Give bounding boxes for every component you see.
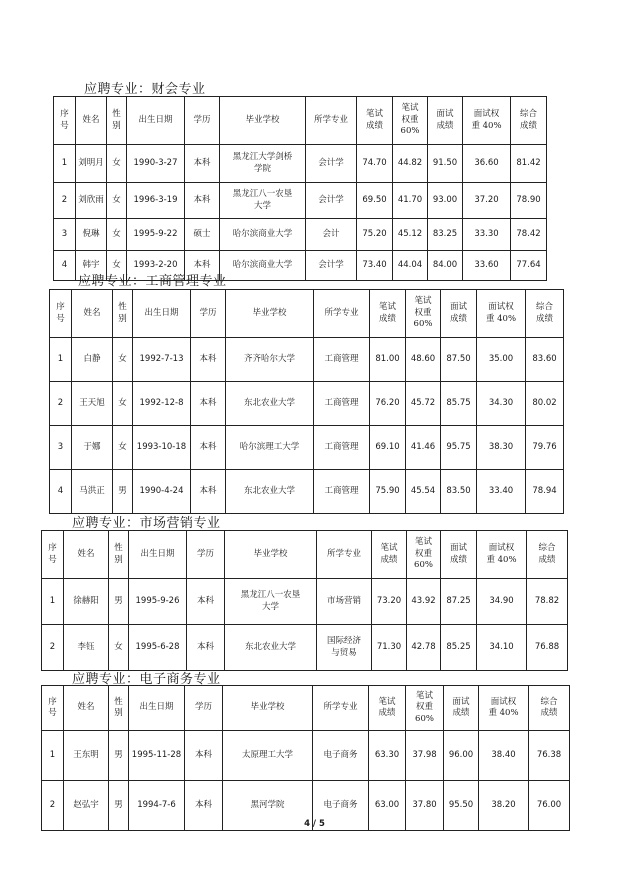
cell-total-score: 77.64 [511,251,547,281]
column-header-total-score: 综合 成绩 [529,686,570,731]
table-row [50,470,564,514]
cell-name: 于娜 [72,426,113,470]
cell-major: 工商管理 [314,470,370,514]
column-header-interview-score: 面试 成绩 [428,97,463,145]
cell-interview-weighted: 36.60 [463,145,511,183]
cell-written-weighted: 45.12 [393,219,428,251]
cell-written-weighted: 48.60 [406,338,441,382]
cell-interview-weighted: 35.00 [477,338,526,382]
cell-interview-weighted: 34.30 [477,382,526,426]
cell-written-weighted: 37.98 [406,731,444,781]
column-header-gender: 性 别 [109,686,129,731]
column-header-gender: 性 别 [109,531,129,579]
cell-interview-score: 84.00 [428,251,463,281]
cell-total-score: 80.02 [526,382,564,426]
cell-major: 工商管理 [314,426,370,470]
cell-written-weighted: 43.92 [407,579,441,625]
cell-gender: 男 [109,579,129,625]
cell-name: 白静 [72,338,113,382]
cell-written-weighted: 41.70 [393,183,428,219]
cell-written-weighted: 45.72 [406,382,441,426]
cell-interview-weighted: 34.10 [477,625,527,671]
cell-birth-date: 1992-7-13 [133,338,191,382]
cell-school: 东北农业大学 [226,470,314,514]
column-header-major: 所学专业 [313,686,369,731]
cell-name: 韩宇 [76,251,107,281]
cell-total-score: 78.94 [526,470,564,514]
cell-birth-date: 1990-4-24 [133,470,191,514]
cell-birth-date: 1996-3-19 [127,183,185,219]
cell-interview-weighted: 33.60 [463,251,511,281]
column-header-name: 姓名 [76,97,107,145]
cell-degree: 本科 [191,470,226,514]
cell-interview-weighted: 33.30 [463,219,511,251]
cell-written-score: 69.10 [370,426,406,470]
cell-interview-score: 91.50 [428,145,463,183]
section-title: 应聘专业：电子商务专业 [72,672,221,687]
header-row [54,97,547,145]
cell-birth-date: 1995-9-26 [129,579,187,625]
cell-no: 2 [50,382,72,426]
cell-interview-weighted: 38.30 [477,426,526,470]
cell-degree: 硕士 [185,219,220,251]
cell-degree: 本科 [187,625,225,671]
table-row [54,219,547,251]
cell-no: 1 [50,338,72,382]
cell-total-score: 79.76 [526,426,564,470]
cell-birth-date: 1994-7-6 [129,781,185,831]
cell-major: 市场营销 [317,579,372,625]
cell-no: 4 [50,470,72,514]
column-header-written-score: 笔试 成绩 [357,97,393,145]
cell-no: 4 [54,251,76,281]
column-header-school: 毕业学校 [223,686,313,731]
table-row [50,382,564,426]
cell-school: 太原理工大学 [223,731,313,781]
column-header-birth-date: 出生日期 [133,290,191,338]
cell-written-weighted: 44.82 [393,145,428,183]
cell-no: 1 [42,579,64,625]
column-header-birth-date: 出生日期 [127,97,185,145]
cell-gender: 男 [109,731,129,781]
cell-degree: 本科 [185,781,223,831]
cell-interview-score: 83.50 [441,470,477,514]
column-header-birth-date: 出生日期 [129,686,185,731]
column-header-total-score: 综合 成绩 [511,97,547,145]
table-row [42,625,568,671]
cell-school: 黑河学院 [223,781,313,831]
cell-gender: 男 [113,470,133,514]
cell-no: 2 [42,781,64,831]
column-header-degree: 学历 [185,97,220,145]
cell-name: 刘欣雨 [76,183,107,219]
score-table [53,96,547,281]
cell-major: 工商管理 [314,338,370,382]
column-header-major: 所学专业 [317,531,372,579]
column-header-birth-date: 出生日期 [129,531,187,579]
cell-total-score: 81.42 [511,145,547,183]
section-title: 应聘专业：市场营销专业 [72,516,221,531]
cell-written-weighted: 44.04 [393,251,428,281]
cell-interview-score: 93.00 [428,183,463,219]
cell-school: 黑龙江大学剑桥 学院 [220,145,306,183]
column-header-total-score: 综合 成绩 [527,531,568,579]
cell-interview-score: 96.00 [444,731,479,781]
table-row [50,426,564,470]
cell-no: 1 [54,145,76,183]
cell-written-score: 81.00 [370,338,406,382]
cell-major: 电子商务 [313,731,369,781]
cell-birth-date: 1995-6-28 [129,625,187,671]
column-header-no: 序 号 [54,97,76,145]
cell-school: 哈尔滨商业大学 [220,251,306,281]
column-header-degree: 学历 [185,686,223,731]
cell-school: 哈尔滨商业大学 [220,219,306,251]
column-header-written-weighted: 笔试 权重 60% [406,686,444,731]
cell-total-score: 76.00 [529,781,570,831]
table-row [50,338,564,382]
column-header-no: 序 号 [50,290,72,338]
cell-gender: 男 [109,781,129,831]
column-header-total-score: 综合 成绩 [526,290,564,338]
cell-written-weighted: 41.46 [406,426,441,470]
cell-no: 1 [42,731,64,781]
column-header-name: 姓名 [72,290,113,338]
cell-birth-date: 1992-12-8 [133,382,191,426]
cell-no: 2 [42,625,64,671]
column-header-gender: 性 别 [113,290,133,338]
cell-name: 王东明 [64,731,109,781]
cell-interview-score: 85.75 [441,382,477,426]
cell-degree: 本科 [191,338,226,382]
cell-degree: 本科 [185,251,220,281]
cell-written-weighted: 37.80 [406,781,444,831]
cell-school: 哈尔滨理工大学 [226,426,314,470]
cell-interview-score: 83.25 [428,219,463,251]
cell-written-weighted: 45.54 [406,470,441,514]
cell-gender: 女 [107,219,127,251]
cell-degree: 本科 [187,579,225,625]
column-header-written-weighted: 笔试 权重 60% [406,290,441,338]
column-header-interview-weighted: 面试权 重 40% [477,290,526,338]
column-header-interview-weighted: 面试权 重 40% [479,686,529,731]
column-header-written-weighted: 笔试 权重 60% [393,97,428,145]
column-header-major: 所学专业 [314,290,370,338]
cell-interview-score: 85.25 [441,625,477,671]
column-header-interview-weighted: 面试权 重 40% [477,531,527,579]
cell-written-score: 73.40 [357,251,393,281]
cell-major: 会计 [306,219,357,251]
cell-birth-date: 1990-3-27 [127,145,185,183]
column-header-name: 姓名 [64,686,109,731]
header-row [42,531,568,579]
cell-total-score: 83.60 [526,338,564,382]
cell-birth-date: 1995-11-28 [129,731,185,781]
cell-degree: 本科 [185,731,223,781]
cell-interview-weighted: 38.20 [479,781,529,831]
column-header-written-score: 笔试 成绩 [372,531,407,579]
cell-gender: 女 [113,382,133,426]
cell-interview-weighted: 34.90 [477,579,527,625]
cell-major: 工商管理 [314,382,370,426]
cell-total-score: 78.90 [511,183,547,219]
cell-interview-score: 95.50 [444,781,479,831]
cell-name: 刘明月 [76,145,107,183]
table-row [42,579,568,625]
column-header-school: 毕业学校 [220,97,306,145]
cell-written-score: 69.50 [357,183,393,219]
cell-name: 马洪正 [72,470,113,514]
cell-name: 徐赫阳 [64,579,109,625]
cell-degree: 本科 [191,382,226,426]
cell-total-score: 78.82 [527,579,568,625]
cell-name: 王天旭 [72,382,113,426]
cell-total-score: 76.38 [529,731,570,781]
cell-degree: 本科 [191,426,226,470]
cell-birth-date: 1995-9-22 [127,219,185,251]
score-table [41,530,568,671]
column-header-written-weighted: 笔试 权重 60% [407,531,441,579]
cell-gender: 女 [107,251,127,281]
cell-interview-score: 87.25 [441,579,477,625]
cell-name: 赵弘宇 [64,781,109,831]
cell-written-score: 75.90 [370,470,406,514]
cell-major: 会计学 [306,145,357,183]
column-header-major: 所学专业 [306,97,357,145]
table-row [54,183,547,219]
cell-degree: 本科 [185,183,220,219]
column-header-written-score: 笔试 成绩 [370,290,406,338]
column-header-interview-score: 面试 成绩 [441,531,477,579]
cell-interview-weighted: 38.40 [479,731,529,781]
cell-total-score: 78.42 [511,219,547,251]
cell-school: 东北农业大学 [226,382,314,426]
cell-name: 李钰 [64,625,109,671]
cell-no: 2 [54,183,76,219]
column-header-no: 序 号 [42,531,64,579]
column-header-no: 序 号 [42,686,64,731]
column-header-school: 毕业学校 [225,531,317,579]
cell-school: 黑龙江八一农垦 大学 [220,183,306,219]
cell-interview-score: 95.75 [441,426,477,470]
cell-written-score: 73.20 [372,579,407,625]
cell-name: 倪琳 [76,219,107,251]
column-header-degree: 学历 [191,290,226,338]
cell-degree: 本科 [185,145,220,183]
score-table [41,685,570,831]
cell-total-score: 76.88 [527,625,568,671]
column-header-interview-score: 面试 成绩 [444,686,479,731]
cell-written-weighted: 42.78 [407,625,441,671]
cell-major: 电子商务 [313,781,369,831]
cell-no: 3 [50,426,72,470]
column-header-gender: 性 别 [107,97,127,145]
cell-interview-weighted: 37.20 [463,183,511,219]
column-header-name: 姓名 [64,531,109,579]
column-header-school: 毕业学校 [226,290,314,338]
score-table [49,289,564,514]
cell-major: 会计学 [306,251,357,281]
cell-gender: 女 [113,338,133,382]
cell-gender: 女 [107,183,127,219]
column-header-degree: 学历 [187,531,225,579]
cell-no: 3 [54,219,76,251]
table-row [54,145,547,183]
section-title: 应聘专业：财会专业 [84,82,206,97]
section-title: 应聘专业：工商管理专业 [78,274,227,289]
cell-school: 东北农业大学 [225,625,317,671]
cell-major: 会计学 [306,183,357,219]
page-number: 4 / 5 [304,819,325,829]
column-header-interview-score: 面试 成绩 [441,290,477,338]
cell-written-score: 71.30 [372,625,407,671]
cell-written-score: 63.00 [369,781,406,831]
cell-interview-weighted: 33.40 [477,470,526,514]
cell-written-score: 75.20 [357,219,393,251]
header-row [42,686,570,731]
cell-written-score: 74.70 [357,145,393,183]
cell-written-score: 63.30 [369,731,406,781]
column-header-written-score: 笔试 成绩 [369,686,406,731]
cell-school: 齐齐哈尔大学 [226,338,314,382]
cell-major: 国际经济 与贸易 [317,625,372,671]
cell-gender: 女 [113,426,133,470]
cell-written-score: 76.20 [370,382,406,426]
column-header-interview-weighted: 面试权 重 40% [463,97,511,145]
cell-interview-score: 87.50 [441,338,477,382]
table-row [42,731,570,781]
cell-gender: 女 [109,625,129,671]
header-row [50,290,564,338]
cell-birth-date: 1993-10-18 [133,426,191,470]
cell-birth-date: 1993-2-20 [127,251,185,281]
cell-gender: 女 [107,145,127,183]
cell-school: 黑龙江八一农垦 大学 [225,579,317,625]
